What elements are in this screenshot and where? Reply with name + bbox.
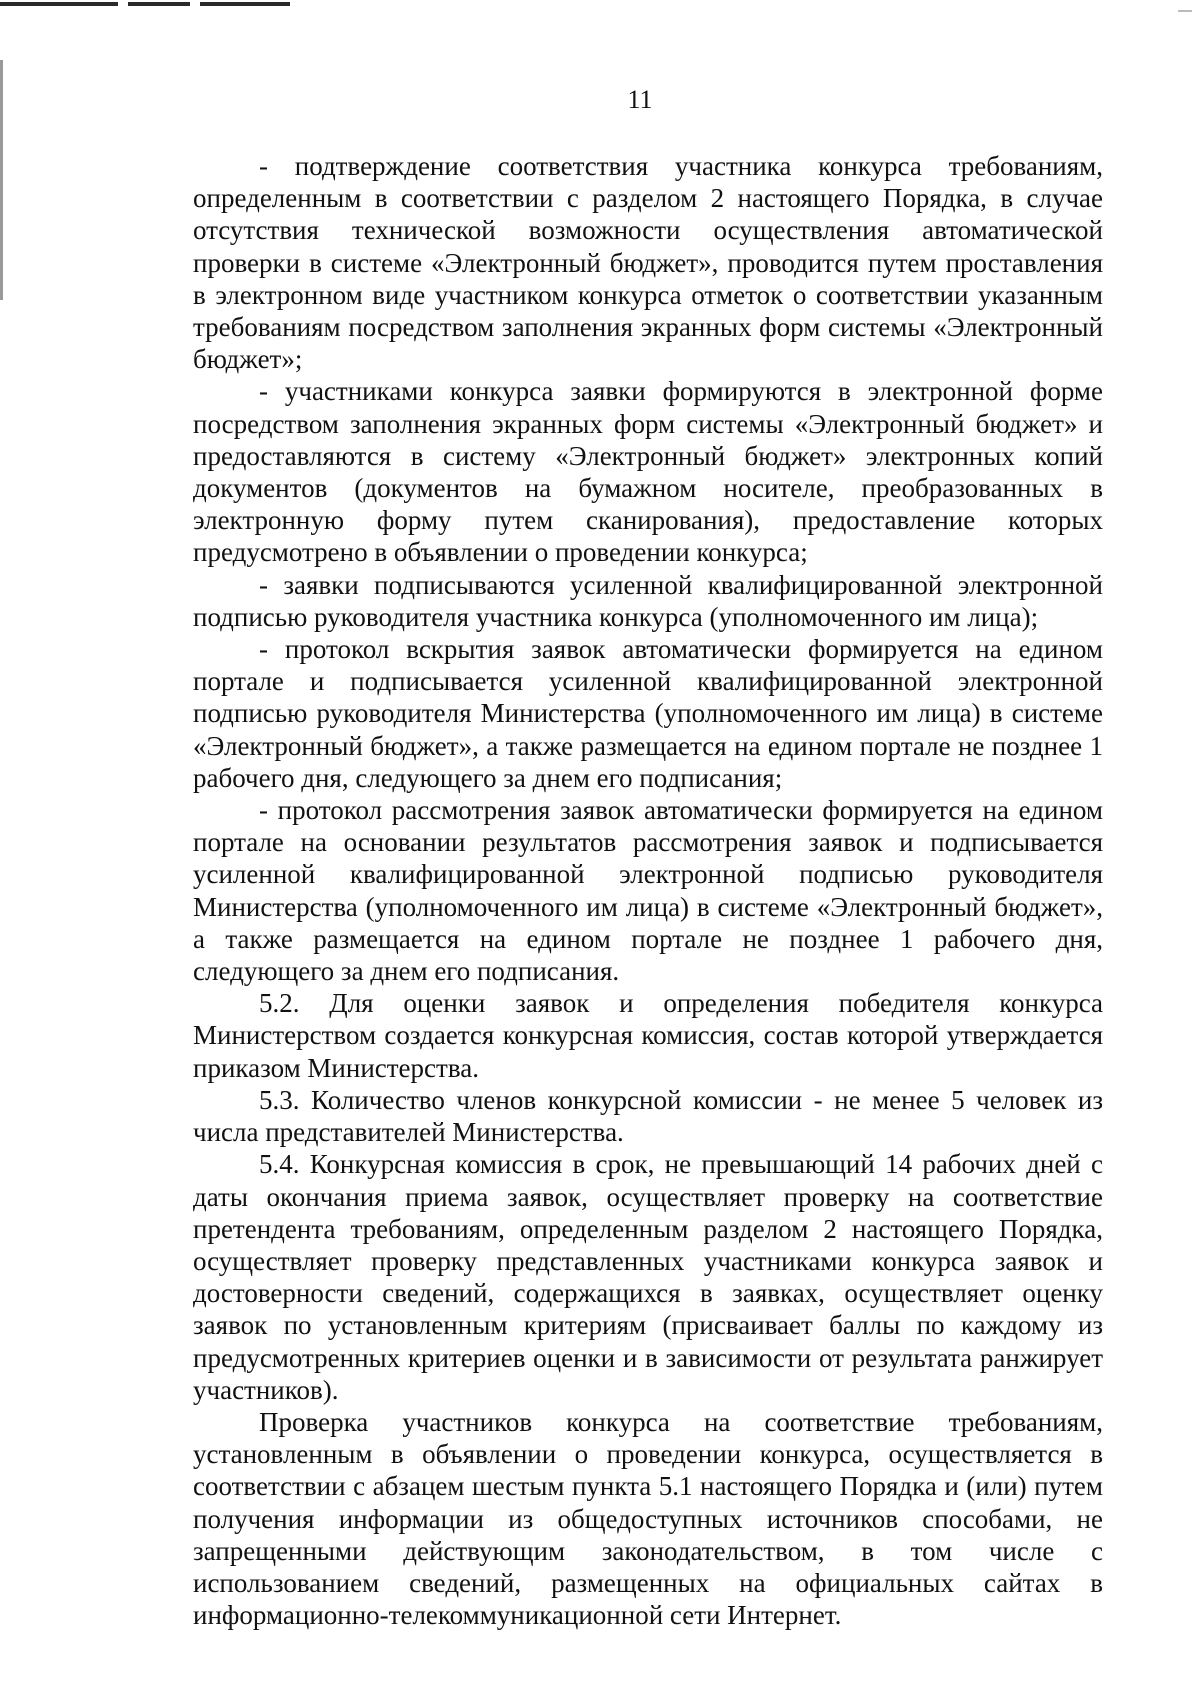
paragraph-applications-formed: - участниками конкурса заявки формируются в электронной форме посредством заполнения экранных форм системы «Электронный бюджет» и предоставляются в систему «Электронный бюджет» электронных копий документов (документов на бумажном носителе, преобразованных в электронную форму путем сканирования), предоставление которых предусмотрено в объявлении о проведении конкурса; <box>193 376 1103 568</box>
scan-bar-1 <box>0 2 118 6</box>
paragraph-opening-protocol: - протокол вскрытия заявок автоматически формируется на едином портале и подписывается усиленной квалифицированной электронной подписью руководителя Министерства (уполномоченного им лица) в системе «Электронный бюджет», а также размещается на едином портале не позднее 1 рабочего дня, следующего за днем его подписания; <box>193 634 1103 793</box>
paragraph-confirmation-requirements: - подтверждение соответствия участника конкурса требованиям, определенным в соответствии с разделом 2 настоящего Порядка, в случае отсутствия технической возможности осуществления автоматической проверки в системе «Электронный бюджет», проводится путем проставления в электронном виде участником конкурса отметок о соответствии указанным требованиям посредством заполнения экранных форм системы «Электронный бюджет»; <box>193 151 1103 375</box>
page-number: 11 <box>627 85 653 114</box>
paragraph-participant-verification: Проверка участников конкурса на соответствие требованиям, установленным в объявлении о проведении конкурса, осуществляется в соответствии с абзацем шестым пункта 5.1 настоящего Порядка и (или) путем получения информации из общедоступных источников способами, не запрещенными действующим законодательством, в том числе с использованием сведений, размещенных на официальных сайтах в информационно-телекоммуникационной сети Интернет. <box>193 1406 1103 1631</box>
paragraph-5-3: 5.3. Количество членов конкурсной комиссии - не менее 5 человек из числа представителей Министерства. <box>193 1084 1103 1148</box>
paragraph-applications-signed: - заявки подписываются усиленной квалифицированной электронной подписью руководителя участника конкурса (уполномоченного им лица); <box>193 569 1103 632</box>
paragraph-5-4: 5.4. Конкурсная комиссия в срок, не превышающий 14 рабочих дней с даты окончания приема заявок, осуществляет проверку на соответствие претендента требованиям, определенным разделом 2 настоящего Порядка, осуществляет проверку представленных участниками конкурса заявок и достоверности сведений, содержащихся в заявках, осуществляет оценку заявок по установленным критериям (присваивает баллы по каждому из предусмотренных критериев оценки и в зависимости от результата ранжирует участников). <box>193 1149 1103 1405</box>
scan-bar-3 <box>200 2 290 6</box>
document-body <box>193 150 1103 1631</box>
scan-bar-2 <box>128 2 190 6</box>
scan-right-tick <box>1178 10 1192 12</box>
paragraph-review-protocol: - протокол рассмотрения заявок автоматически формируется на едином портале на основании результатов рассмотрения заявок и подписывается усиленной квалифицированной электронной подписью руководителя Министерства (уполномоченного им лица) в системе «Электронный бюджет», а также размещается на едином портале не позднее 1 рабочего дня, следующего за днем его подписания. <box>193 795 1103 987</box>
paragraph-5-2: 5.2. Для оценки заявок и определения победителя конкурса Министерством создается конкурсная комиссия, состав которой утверждается приказом Министерства. <box>193 988 1103 1083</box>
